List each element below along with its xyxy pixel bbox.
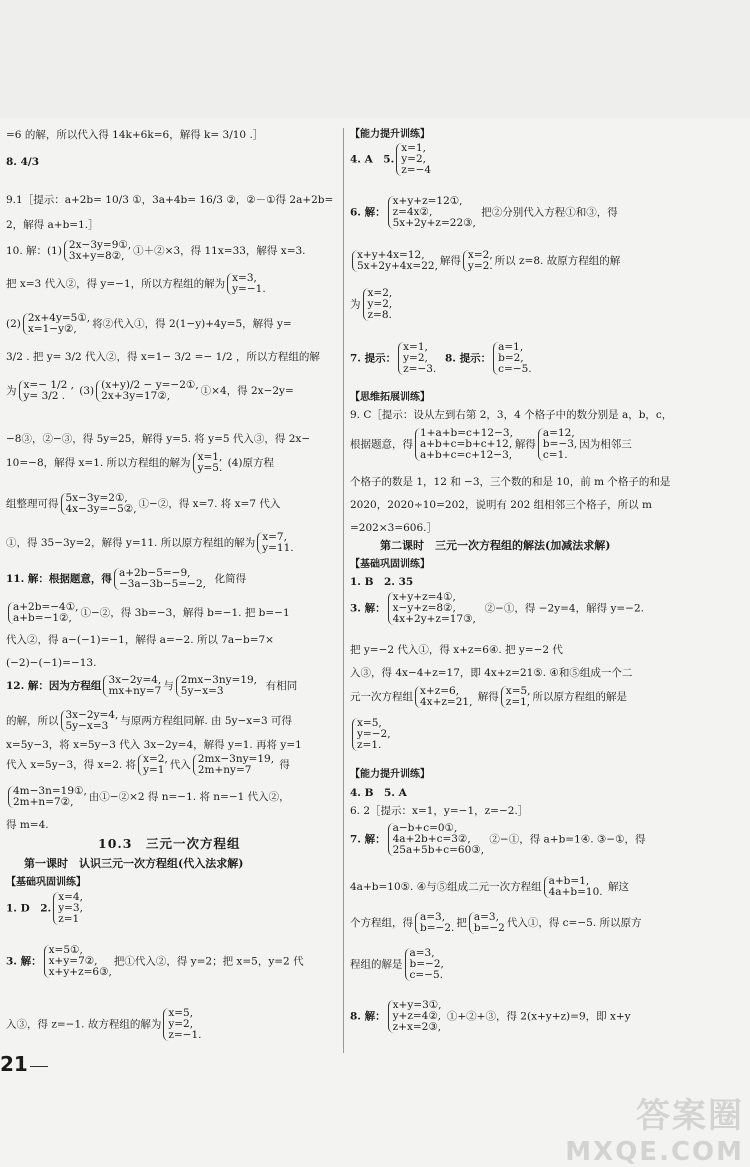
equation: y=2. bbox=[467, 260, 493, 272]
equation: z=8. bbox=[367, 309, 392, 321]
line-text: 3. 解： bbox=[350, 602, 386, 615]
equation: 4a+2b+c=3②, bbox=[392, 833, 471, 845]
equation: 3x−2y=4, bbox=[108, 674, 162, 686]
equation-system bbox=[64, 240, 131, 262]
equation: 2x+3y=17②, bbox=[101, 390, 171, 402]
answer-line bbox=[350, 342, 534, 375]
equation: b=−2. bbox=[420, 922, 455, 934]
top-margin-band bbox=[0, 0, 750, 118]
line-text: ①−②，得 x=7. 将 x=7 代入 bbox=[138, 498, 281, 510]
section-heading: 10.3 三元一次方程组 bbox=[98, 836, 241, 851]
equation-system bbox=[176, 675, 257, 697]
equation-system bbox=[8, 786, 87, 808]
answer-line: 代入②，得 a−(−1)=−1，解得 a=−2. 所以 7a−b=7× bbox=[6, 634, 274, 646]
equation: x+y+z=12①, bbox=[392, 195, 463, 207]
answer-line: 把 y=−2 代入①，得 x+z=6④. 把 y=−2 代 bbox=[350, 644, 563, 656]
equation: x=5, bbox=[357, 717, 382, 729]
equation: −3a−3b−5=−2, bbox=[118, 578, 206, 590]
line-text: 根据题意，得 bbox=[350, 438, 413, 451]
equation-system bbox=[352, 718, 391, 751]
equation: 5y−x=3 bbox=[180, 685, 224, 697]
line-text: (3) bbox=[79, 385, 95, 397]
answer-line: 9.1［提示：a+2b= 10/3 ①，3a+4b= 16/3 ②，②－①得 2a+2b= bbox=[6, 194, 334, 206]
answer-line: 9. C［提示：设从左到右第 2，3，4 个格子中的数分别是 a，b，c， bbox=[350, 409, 673, 421]
equation: 3x+y=8②, bbox=[68, 250, 125, 262]
equation: x=2, bbox=[467, 249, 493, 261]
equation: x=5①, bbox=[48, 944, 83, 956]
line-text: ①×4，得 2x−2y= bbox=[200, 385, 294, 397]
equation: a+b=1, bbox=[548, 875, 590, 887]
answer-line bbox=[6, 240, 306, 262]
answer-line bbox=[6, 675, 297, 697]
line-text: 解得 bbox=[439, 255, 461, 267]
equation: 4x−3y=−5②, bbox=[65, 503, 137, 515]
equation-system bbox=[415, 686, 472, 708]
equation: x=1, bbox=[403, 341, 428, 353]
line-text: 代入①，得 c=−5. 所以原方 bbox=[506, 917, 642, 929]
equation: a+b+c=c+12−3, bbox=[420, 449, 513, 461]
lesson-heading: 第二课时 三元一次方程组的解法(加减法求解) bbox=[380, 539, 611, 552]
equation-system bbox=[23, 313, 90, 335]
equation: y=1 bbox=[143, 764, 165, 776]
equation: y=5. bbox=[197, 462, 223, 474]
line-text: 把②分别代入方程①和③，得 bbox=[481, 206, 618, 219]
equation: a=3, bbox=[420, 911, 446, 923]
line-text: 个方程组，得 bbox=[350, 917, 413, 929]
equation-system bbox=[469, 912, 505, 934]
answer-line: 6. 2［提示：x=1，y=−1，z=−2.］ bbox=[350, 805, 529, 817]
equation: b=−2, bbox=[409, 958, 444, 970]
line-text: 解得 bbox=[514, 438, 536, 451]
equation: z=−4 bbox=[401, 164, 432, 176]
equation: x=3, bbox=[232, 272, 257, 284]
line-text: 10=−8，解得 x=1. 所以方程组的解为 bbox=[6, 457, 191, 469]
exercise-section-label: 【思维拓展训练】 bbox=[350, 392, 430, 403]
watermark-logo-text: 答案圈 bbox=[636, 1096, 744, 1136]
equation: x+y=3①, bbox=[392, 999, 442, 1011]
equation: y=−2, bbox=[357, 728, 391, 740]
equation: x+y+z=4①, bbox=[392, 591, 456, 603]
line-text: ①＋②×3，得 11x=33，解得 x=3. bbox=[133, 245, 306, 257]
equation-system bbox=[538, 428, 577, 461]
equation: (x+y)/2 − y=−2①, bbox=[101, 379, 199, 391]
equation: 4x+z=21, bbox=[420, 696, 473, 708]
equation-system bbox=[388, 592, 476, 625]
equation: x=2, bbox=[367, 287, 393, 299]
answer-line bbox=[6, 754, 290, 776]
equation: b=−3, bbox=[542, 438, 578, 450]
page-number: 21 bbox=[0, 1052, 28, 1076]
line-text: 化简得 bbox=[214, 573, 247, 585]
equation: 1+a+b=c+12−3, bbox=[420, 427, 513, 439]
answer-line: x=5y−3，将 x=5y−3 代入 3x−2y=4，解得 y=1. 再将 y=1 bbox=[6, 739, 302, 751]
equation-system bbox=[19, 380, 74, 402]
equation: c=1. bbox=[542, 449, 568, 461]
answer-line bbox=[6, 452, 274, 474]
equation: z=−3. bbox=[403, 363, 437, 375]
answer-line bbox=[350, 196, 618, 229]
equation: 5y−x=3 bbox=[65, 720, 109, 732]
equation: 4x+2y+z=17③, bbox=[392, 613, 476, 625]
line-text: 10. 解：(1) bbox=[6, 245, 62, 257]
equation: x+y+z=6③, bbox=[48, 966, 112, 978]
equation-system bbox=[388, 196, 476, 229]
equation: x=5, bbox=[168, 1007, 194, 1019]
answer-line: 3/2 . 把 y= 3/2 代入②，得 x=1− 3/2 =− 1/2 ，所以方程组的解 bbox=[6, 351, 320, 363]
equation-system bbox=[352, 250, 438, 272]
line-text: 7. 提示： bbox=[350, 352, 397, 365]
equation: x+y=7②, bbox=[48, 955, 98, 967]
line-text: 为 bbox=[6, 385, 17, 397]
lesson-heading: 第一课时 认识三元一次方程组(代入法求解) bbox=[24, 857, 244, 870]
line-text: 把①代入②，得 y=2；把 x=5，y=2 代 bbox=[113, 955, 304, 968]
equation: y=2, bbox=[401, 153, 426, 165]
equation-system bbox=[227, 273, 266, 295]
answer-line bbox=[350, 686, 627, 708]
line-text: 的解，所以 bbox=[6, 715, 59, 727]
answer-line bbox=[6, 1008, 203, 1041]
answer-line: 8. 4/3 bbox=[6, 156, 40, 168]
equation: 5x−3y=2①, bbox=[65, 492, 128, 504]
answer-line bbox=[6, 380, 294, 402]
answer-line bbox=[350, 718, 393, 751]
equation: c=−5. bbox=[498, 363, 532, 375]
equation: y=2, bbox=[403, 352, 428, 364]
line-text: 由①−②×2 得 n=−1. 将 n=−1 代入②， bbox=[88, 791, 290, 803]
equation: 3x−2y=4, bbox=[65, 709, 119, 721]
line-text: 把 bbox=[456, 917, 467, 929]
line-text: 与原两方程组同解. 由 5y−x=3 可得 bbox=[120, 715, 292, 727]
equation-system bbox=[193, 452, 223, 474]
equation: x=1, bbox=[401, 142, 426, 154]
answer-line bbox=[6, 532, 296, 554]
equation-system bbox=[396, 143, 431, 176]
equation: 2m+n=7②, bbox=[13, 796, 74, 808]
watermark-url: MXQE.COM bbox=[565, 1137, 744, 1167]
line-text: 8. 提示： bbox=[444, 352, 492, 365]
site-watermark bbox=[565, 1088, 744, 1167]
answer-line: 2，解得 a+b=1.］ bbox=[6, 219, 99, 231]
answer-line: −8③，②−③，得 5y=25，解得 y=5. 将 y=5 代入③，得 2x− bbox=[6, 433, 311, 445]
line-text: 代入 x=5y−3，得 x=2. 将 bbox=[6, 759, 137, 771]
equation-system bbox=[544, 876, 603, 898]
equation-system bbox=[363, 288, 393, 321]
equation-system bbox=[44, 945, 112, 978]
equation: z=1, bbox=[505, 696, 531, 708]
equation: z+x=2③, bbox=[392, 1021, 442, 1033]
line-text: 将②代入①，得 2(1−y)+4y=5，解得 y= bbox=[92, 318, 292, 330]
answer-line: =6 的解，所以代入得 14k+6k=6，解得 k= 3/10 .］ bbox=[6, 129, 264, 141]
line-text: 7. 解： bbox=[350, 833, 386, 846]
answer-line: (−2)−(−1)=−13. bbox=[6, 657, 97, 669]
line-text: ①−②，得 3b=−3，解得 b=−1. 把 b=−1 bbox=[80, 607, 290, 619]
equation-system bbox=[257, 532, 293, 554]
equation: x=1, bbox=[197, 451, 223, 463]
answer-line: 2020，2020÷10=202，说明有 202 组相邻三个格子，所以 m bbox=[350, 499, 652, 511]
equation-system bbox=[398, 342, 436, 375]
equation: z=1. bbox=[357, 739, 382, 751]
line-text: 8. 解： bbox=[350, 1010, 386, 1023]
equation: z=−1. bbox=[168, 1029, 202, 1041]
answer-line bbox=[350, 592, 644, 625]
equation-system bbox=[114, 568, 206, 590]
answer-line bbox=[350, 143, 433, 176]
equation-system bbox=[163, 1008, 201, 1041]
equation: x=7, bbox=[262, 531, 287, 543]
equation: z=4x②, bbox=[392, 206, 433, 218]
equation-system bbox=[8, 602, 79, 624]
line-text: 代入 bbox=[169, 759, 191, 771]
equation-system bbox=[193, 754, 274, 776]
equation: 4a+b=10. bbox=[548, 886, 603, 898]
answer-line bbox=[350, 948, 446, 981]
equation: a+b=−1②, bbox=[13, 612, 72, 624]
equation: a=3, bbox=[473, 911, 499, 923]
equation: a=3, bbox=[409, 947, 435, 959]
line-text: 因为相邻三 bbox=[579, 438, 632, 451]
exercise-section-label: 【能力提升训练】 bbox=[350, 769, 430, 780]
equation: 2mx−3ny=19, bbox=[180, 674, 258, 686]
equation-system bbox=[138, 754, 168, 776]
equation: y=2, bbox=[168, 1018, 194, 1030]
answer-line: 4. B 5. A bbox=[350, 787, 407, 799]
line-text: 3. 解： bbox=[6, 955, 42, 968]
answer-line bbox=[350, 1000, 631, 1033]
equation-system bbox=[103, 675, 161, 697]
line-text: 1. D 2. bbox=[6, 902, 52, 915]
equation: c=−5. bbox=[409, 969, 443, 981]
line-text: 为 bbox=[350, 298, 361, 311]
equation: b=2, bbox=[498, 352, 524, 364]
equation: x=− 1/2 , bbox=[23, 379, 74, 391]
answer-line bbox=[6, 568, 246, 590]
equation: y=2, bbox=[367, 298, 393, 310]
line-text: 元一次方程组 bbox=[350, 691, 413, 703]
equation: a+2b−5=−9, bbox=[118, 567, 191, 579]
equation: a=1, bbox=[498, 341, 524, 353]
line-text: 6. 解： bbox=[350, 206, 386, 219]
answer-line bbox=[6, 945, 304, 978]
answer-line: 1. B 2. 35 bbox=[350, 576, 414, 588]
equation: y=3, bbox=[58, 902, 83, 914]
equation: 2x−3y=9①, bbox=[68, 239, 132, 251]
answer-line bbox=[350, 250, 620, 272]
equation-system bbox=[405, 948, 444, 981]
line-text: 4a+b=10⑤. ④与⑤组成二元一次方程组 bbox=[350, 881, 542, 893]
equation-system bbox=[61, 710, 119, 732]
equation-system bbox=[415, 912, 454, 934]
answer-line: =202×3=606.］ bbox=[350, 522, 437, 534]
equation: y=−1. bbox=[232, 283, 266, 295]
equation: 5x+2y+4x=22, bbox=[357, 260, 438, 272]
answer-line bbox=[350, 823, 646, 856]
line-text: 得 bbox=[279, 759, 290, 771]
answer-line bbox=[6, 273, 268, 295]
equation: a−b+c=0①, bbox=[392, 822, 458, 834]
line-text: 12. 解：因为方程组 bbox=[6, 680, 102, 692]
equation: 5x+2y+z=22③, bbox=[392, 217, 476, 229]
line-text: 有相同 bbox=[265, 680, 298, 692]
line-text: 解这 bbox=[607, 881, 629, 893]
line-text: 入③，得 z=−1. 故方程组的解为 bbox=[6, 1018, 162, 1031]
equation: 2m+ny=7 bbox=[197, 764, 252, 776]
line-text: ①+②+③，得 2(x+y+z)=9，即 x+y bbox=[446, 1010, 631, 1023]
line-text: ①，得 35−3y=2，解得 y=11. 所以原方程组的解为 bbox=[6, 537, 256, 549]
answer-line bbox=[350, 876, 629, 898]
answer-line bbox=[350, 912, 642, 934]
answer-line bbox=[6, 313, 292, 335]
page-number-rule bbox=[30, 1066, 48, 1067]
answer-line bbox=[350, 428, 632, 461]
equation: x=2, bbox=[143, 753, 168, 765]
equation: a+b+c=b+c+12, bbox=[420, 438, 513, 450]
line-text: ②−①，得 −2y=4，解得 y=−2. bbox=[484, 602, 644, 615]
line-text: 解得 bbox=[477, 691, 499, 703]
line-text: ②−①，得 a+b=1④. ③−①，得 bbox=[489, 833, 646, 846]
answer-line bbox=[6, 710, 292, 732]
equation: x=1−y②, bbox=[27, 323, 77, 335]
column-divider bbox=[343, 128, 344, 1053]
equation: 25a+5b+c=60③, bbox=[392, 844, 485, 856]
exercise-section-label: 【基础巩固训练】 bbox=[6, 877, 86, 888]
equation: x+y+4x=12, bbox=[357, 249, 425, 261]
exercise-section-label: 【基础巩固训练】 bbox=[350, 559, 430, 570]
equation: mx+ny=7 bbox=[108, 685, 162, 697]
line-text: 4. A 5. bbox=[350, 153, 395, 166]
equation: y= 3/2 . bbox=[23, 390, 66, 402]
equation: a=12, bbox=[542, 427, 575, 439]
equation: 2mx−3ny=19, bbox=[197, 753, 275, 765]
line-text: 11. 解：根据题意，得 bbox=[6, 573, 112, 585]
equation-system bbox=[96, 380, 199, 402]
equation: x=4, bbox=[58, 891, 83, 903]
line-text: 把 x=3 代入②，得 y=−1，所以方程组的解为 bbox=[6, 278, 226, 290]
answer-line bbox=[6, 892, 85, 925]
line-text: 与 bbox=[163, 680, 174, 692]
equation: z=1 bbox=[58, 913, 80, 925]
answer-line bbox=[350, 288, 394, 321]
line-text: 组整理可得 bbox=[6, 498, 59, 510]
equation-system bbox=[415, 428, 513, 461]
equation-system bbox=[463, 250, 493, 272]
answer-line bbox=[6, 602, 290, 624]
answer-line: 入③，得 4x−4+z=17，即 4x+z=21⑤. ④和⑤组成一个二 bbox=[350, 667, 633, 679]
line-text: 程组的解是 bbox=[350, 958, 403, 971]
equation: x+z=6, bbox=[420, 685, 460, 697]
equation-system bbox=[493, 342, 532, 375]
equation-system bbox=[53, 892, 83, 925]
equation-system bbox=[388, 1000, 442, 1033]
equation: x−y+z=8②, bbox=[392, 602, 456, 614]
equation: b=−2 bbox=[473, 922, 505, 934]
equation: y=11. bbox=[262, 542, 294, 554]
line-text: (2) bbox=[6, 318, 21, 330]
equation: 2x+4y=5①, bbox=[27, 312, 91, 324]
equation: a+2b=−4①, bbox=[13, 601, 79, 613]
equation: x=5, bbox=[505, 685, 531, 697]
equation: y+z=4②, bbox=[392, 1010, 442, 1022]
answer-line: 个格子的数是 1，12 和 −3，三个数的和是 10，前 m 个格子的和是 bbox=[350, 476, 671, 488]
line-text: 所以 z=8. 故原方程组的解 bbox=[494, 255, 621, 267]
line-text: 所以原方程组的解是 bbox=[532, 691, 628, 703]
answer-line: 得 m=4. bbox=[6, 819, 49, 831]
equation-system bbox=[501, 686, 531, 708]
equation: 4m−3n=19①, bbox=[13, 785, 87, 797]
answer-line bbox=[6, 493, 280, 515]
answer-line bbox=[6, 786, 290, 808]
equation-system bbox=[61, 493, 137, 515]
exercise-section-label: 【能力提升训练】 bbox=[350, 129, 430, 140]
equation-system bbox=[388, 823, 484, 856]
line-text: (4)原方程 bbox=[227, 457, 275, 469]
